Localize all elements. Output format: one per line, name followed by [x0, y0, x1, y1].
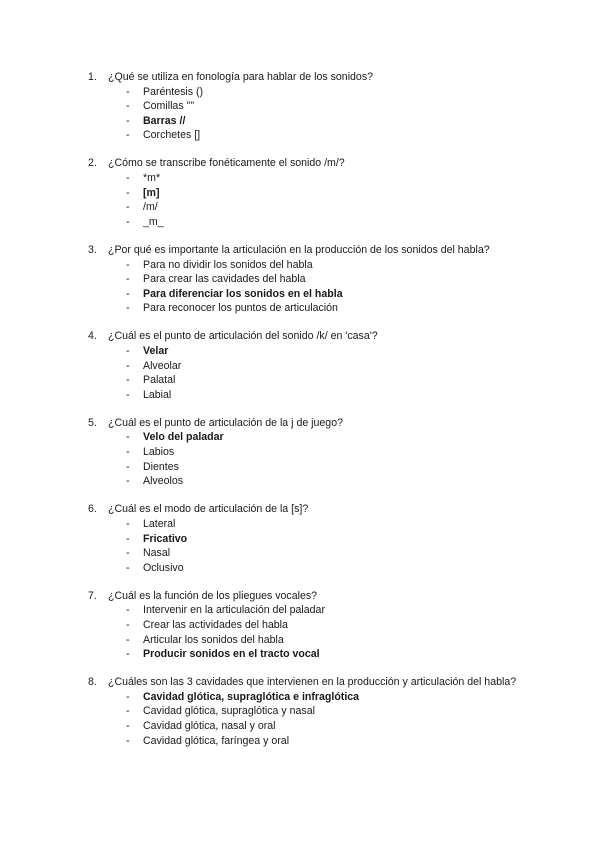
- answer-option: [88, 704, 528, 719]
- answer-option-text: Corchetes []: [143, 129, 201, 142]
- bullet-dash: -: [126, 273, 130, 286]
- question-3: [88, 243, 528, 316]
- bullet-dash: -: [126, 258, 130, 271]
- bullet-dash: -: [126, 517, 130, 530]
- answer-option: [88, 272, 528, 287]
- answer-options: [88, 603, 528, 661]
- answer-option-text: Oclusivo: [143, 561, 184, 574]
- answer-option: [88, 215, 528, 230]
- bullet-dash: -: [126, 648, 130, 661]
- bullet-dash: -: [126, 186, 130, 199]
- question-1: [88, 70, 528, 143]
- answer-option: [88, 373, 528, 388]
- answer-option-text: Velar: [143, 345, 169, 357]
- answer-option: [88, 474, 528, 489]
- answer-option-text: Alveolar: [143, 359, 182, 372]
- question-line: [88, 675, 528, 690]
- question-text: ¿Cuál es el punto de articulación del sonido /k/ en 'casa'?: [108, 330, 378, 343]
- question-number: 6.: [88, 503, 97, 516]
- answer-option: [88, 517, 528, 532]
- answer-option-text: Palatal: [143, 374, 176, 387]
- bullet-dash: -: [126, 633, 130, 646]
- answer-option: [88, 633, 528, 648]
- answer-option-text: Paréntesis (): [143, 85, 204, 98]
- answer-option-correct: [88, 647, 528, 662]
- answer-option: [88, 301, 528, 316]
- bullet-dash: -: [126, 690, 130, 703]
- bullet-dash: -: [126, 302, 130, 315]
- bullet-dash: -: [126, 431, 130, 444]
- answer-option: [88, 388, 528, 403]
- question-number: 8.: [88, 676, 97, 689]
- answer-option: [88, 618, 528, 633]
- bullet-dash: -: [126, 734, 130, 747]
- answer-option: [88, 460, 528, 475]
- question-number: 5.: [88, 416, 97, 429]
- answer-option-text: _m_: [143, 215, 164, 228]
- answer-option-text: Articular los sonidos del habla: [143, 633, 284, 646]
- question-2: [88, 156, 528, 229]
- answer-option-correct: [88, 690, 528, 705]
- question-number: 7.: [88, 589, 97, 602]
- answer-options: [88, 517, 528, 575]
- bullet-dash: -: [126, 720, 130, 733]
- question-line: [88, 502, 528, 517]
- answer-option: [88, 171, 528, 186]
- answer-option-text: *m*: [143, 172, 161, 185]
- bullet-dash: -: [126, 619, 130, 631]
- bullet-dash: -: [126, 201, 130, 214]
- question-text: ¿Cuáles son las 3 cavidades que intervienen en la producción y articulación del habla?: [108, 676, 517, 689]
- answer-option-correct: [88, 532, 528, 547]
- bullet-dash: -: [126, 345, 130, 357]
- quiz-document: [88, 70, 528, 762]
- answer-option-text: [m]: [143, 186, 160, 199]
- bullet-dash: -: [126, 129, 130, 142]
- question-line: [88, 156, 528, 171]
- answer-option-text: Para diferenciar los sonidos en el habla: [143, 287, 343, 300]
- question-6: [88, 502, 528, 575]
- answer-options: [88, 430, 528, 488]
- answer-option-text: Para reconocer los puntos de articulación: [143, 302, 338, 315]
- answer-option: [88, 359, 528, 374]
- bullet-dash: -: [126, 215, 130, 228]
- bullet-dash: -: [126, 85, 130, 98]
- answer-option: [88, 603, 528, 618]
- answer-option-text: Cavidad glótica, nasal y oral: [143, 720, 276, 733]
- bullet-dash: -: [126, 460, 130, 473]
- answer-option: [88, 546, 528, 561]
- question-text: ¿Cuál es el punto de articulación de la j de juego?: [108, 416, 343, 429]
- answer-option: [88, 734, 528, 749]
- answer-option-text: Para no dividir los sonidos del habla: [143, 258, 313, 271]
- bullet-dash: -: [126, 359, 130, 372]
- answer-option-correct: [88, 186, 528, 201]
- answer-option: [88, 561, 528, 576]
- answer-option-text: Cavidad glótica, faríngea y oral: [143, 734, 290, 747]
- bullet-dash: -: [126, 114, 130, 127]
- question-7: [88, 589, 528, 662]
- bullet-dash: -: [126, 705, 130, 718]
- answer-option: [88, 99, 528, 114]
- bullet-dash: -: [126, 172, 130, 185]
- question-number: 3.: [88, 243, 97, 256]
- question-5: [88, 416, 528, 489]
- answer-option-text: Cavidad glótica, supraglótica e infraglótica: [143, 690, 360, 703]
- answer-option-text: Dientes: [143, 460, 179, 473]
- answer-options: [88, 344, 528, 402]
- bullet-dash: -: [126, 561, 130, 574]
- question-text: ¿Cómo se transcribe fonéticamente el sonido /m/?: [108, 157, 345, 170]
- answer-options: [88, 85, 528, 143]
- answer-option-text: Cavidad glótica, supraglótica y nasal: [143, 705, 315, 718]
- question-line: [88, 589, 528, 604]
- answer-option-text: /m/: [143, 201, 158, 214]
- question-line: [88, 416, 528, 431]
- question-line: [88, 329, 528, 344]
- bullet-dash: -: [126, 604, 130, 617]
- question-number: 1.: [88, 71, 97, 83]
- answer-option-text: Velo del paladar: [143, 431, 224, 444]
- answer-option-text: Lateral: [143, 517, 176, 530]
- answer-options: [88, 690, 528, 748]
- answer-option-text: Fricativo: [143, 532, 188, 545]
- answer-option-text: Alveolos: [143, 475, 184, 488]
- bullet-dash: -: [126, 388, 130, 401]
- answer-option-text: Barras //: [143, 114, 186, 127]
- bullet-dash: -: [126, 287, 130, 300]
- bullet-dash: -: [126, 374, 130, 387]
- question-text: ¿Por qué es importante la articulación en la producción de los sonidos del habla?: [108, 243, 490, 256]
- answer-option: [88, 445, 528, 460]
- question-8: [88, 675, 528, 748]
- answer-option-text: Comillas "": [143, 100, 195, 113]
- answer-option: [88, 719, 528, 734]
- answer-option-text: Labios: [143, 446, 175, 459]
- answer-options: [88, 258, 528, 316]
- answer-option-text: Intervenir en la articulación del paladar: [143, 604, 325, 617]
- answer-option-correct: [88, 287, 528, 302]
- question-text: ¿Cuál es el modo de articulación de la [s]?: [108, 503, 309, 516]
- answer-option-correct: [88, 344, 528, 359]
- answer-option: [88, 200, 528, 215]
- question-line: [88, 70, 528, 85]
- answer-options: [88, 171, 528, 229]
- question-4: [88, 329, 528, 402]
- question-number: 2.: [88, 157, 97, 170]
- answer-option-correct: [88, 430, 528, 445]
- answer-option: [88, 85, 528, 100]
- answer-option-text: Nasal: [143, 547, 171, 560]
- answer-option: [88, 128, 528, 143]
- bullet-dash: -: [126, 446, 130, 459]
- question-text: ¿Cuál es la función de los pliegues vocales?: [108, 589, 318, 602]
- answer-option-text: Crear las actividades del habla: [143, 619, 288, 631]
- answer-option-text: Producir sonidos en el tracto vocal: [143, 648, 320, 661]
- bullet-dash: -: [126, 532, 130, 545]
- answer-option: [88, 258, 528, 273]
- answer-option-text: Para crear las cavidades del habla: [143, 273, 306, 286]
- question-line: [88, 243, 528, 258]
- answer-option-correct: [88, 114, 528, 129]
- bullet-dash: -: [126, 547, 130, 560]
- bullet-dash: -: [126, 475, 130, 488]
- question-number: 4.: [88, 330, 97, 343]
- answer-option-text: Labial: [143, 388, 172, 401]
- question-text: ¿Qué se utiliza en fonología para hablar de los sonidos?: [108, 71, 374, 83]
- bullet-dash: -: [126, 100, 130, 113]
